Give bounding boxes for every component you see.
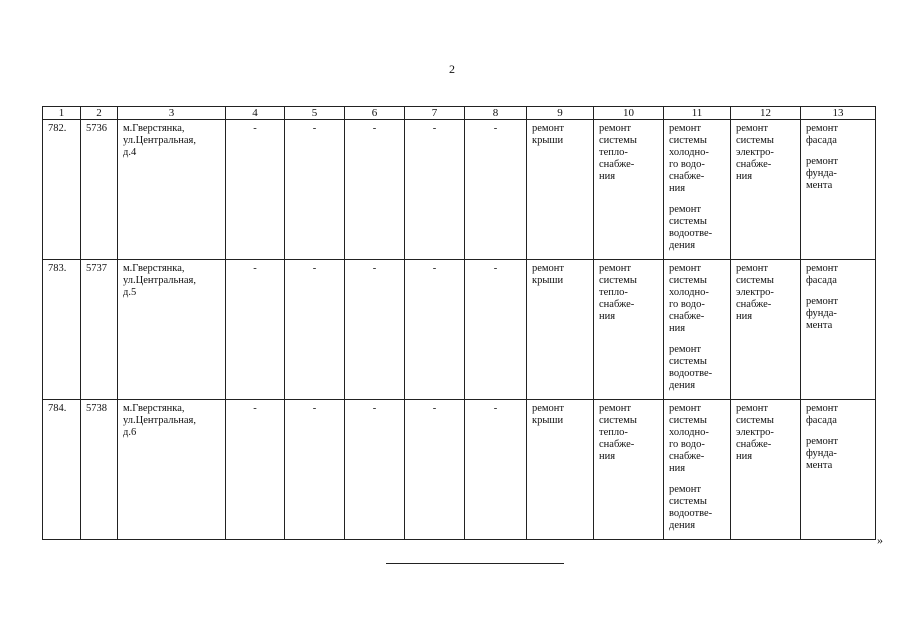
empty-cell: - <box>226 400 285 540</box>
footer-divider <box>386 563 564 564</box>
column-header: 2 <box>81 107 118 120</box>
empty-cell: - <box>465 260 527 400</box>
work-item: ремонт крыши <box>532 263 565 286</box>
row-index: 783. <box>43 260 81 400</box>
empty-cell: - <box>465 400 527 540</box>
work-heating <box>594 260 664 400</box>
work-item: ремонт крыши <box>532 123 565 146</box>
table-row <box>43 120 876 260</box>
work-item: ремонт системы холодно- го водо- снабже- ния <box>669 123 709 194</box>
work-item: ремонт фасада <box>806 403 839 426</box>
work-electric <box>731 400 801 540</box>
work-item: ремонт системы холодно- го водо- снабже- ния <box>669 403 709 474</box>
column-header: 10 <box>594 107 664 120</box>
empty-cell: - <box>285 260 345 400</box>
empty-cell: - <box>345 260 405 400</box>
work-item: ремонт фунда- мента <box>806 296 839 331</box>
work-item: ремонт системы водоотве- дения <box>669 484 713 531</box>
work-roof <box>527 400 594 540</box>
row-address: м.Гверстянка, ул.Центральная, д.6 <box>118 400 226 540</box>
empty-cell: - <box>285 400 345 540</box>
column-header: 9 <box>527 107 594 120</box>
work-item: ремонт фунда- мента <box>806 436 839 471</box>
column-header: 8 <box>465 107 527 120</box>
closing-quote: » <box>877 533 883 547</box>
header-row <box>43 107 876 120</box>
empty-cell: - <box>345 400 405 540</box>
work-water <box>664 120 731 260</box>
empty-cell: - <box>405 260 465 400</box>
work-item: ремонт крыши <box>532 403 565 426</box>
work-roof <box>527 120 594 260</box>
work-item: ремонт фунда- мента <box>806 156 839 191</box>
row-code: 5737 <box>81 260 118 400</box>
work-facade <box>801 400 876 540</box>
column-header: 6 <box>345 107 405 120</box>
column-header: 13 <box>801 107 876 120</box>
work-water <box>664 400 731 540</box>
work-item: ремонт системы электро- снабже- ния <box>736 263 774 322</box>
empty-cell: - <box>465 120 527 260</box>
empty-cell: - <box>285 120 345 260</box>
row-index: 782. <box>43 120 81 260</box>
empty-cell: - <box>226 120 285 260</box>
empty-cell: - <box>405 120 465 260</box>
empty-cell: - <box>226 260 285 400</box>
column-header: 3 <box>118 107 226 120</box>
work-water <box>664 260 731 400</box>
work-facade <box>801 120 876 260</box>
column-header: 4 <box>226 107 285 120</box>
row-code: 5736 <box>81 120 118 260</box>
column-header: 11 <box>664 107 731 120</box>
column-header: 12 <box>731 107 801 120</box>
work-item: ремонт системы тепло- снабже- ния <box>599 123 637 182</box>
row-code: 5738 <box>81 400 118 540</box>
work-facade <box>801 260 876 400</box>
work-item: ремонт фасада <box>806 263 839 286</box>
work-item: ремонт системы водоотве- дения <box>669 344 713 391</box>
table-row <box>43 400 876 540</box>
repair-table <box>42 106 876 540</box>
work-roof <box>527 260 594 400</box>
column-header: 1 <box>43 107 81 120</box>
work-item: ремонт системы электро- снабже- ния <box>736 403 774 462</box>
row-address: м.Гверстянка, ул.Центральная, д.4 <box>118 120 226 260</box>
table-body <box>43 120 876 540</box>
row-address: м.Гверстянка, ул.Центральная, д.5 <box>118 260 226 400</box>
work-heating <box>594 120 664 260</box>
column-header: 7 <box>405 107 465 120</box>
page-number: 2 <box>449 62 455 76</box>
work-item: ремонт системы водоотве- дения <box>669 204 713 251</box>
work-electric <box>731 260 801 400</box>
work-item: ремонт системы тепло- снабже- ния <box>599 263 637 322</box>
row-index: 784. <box>43 400 81 540</box>
empty-cell: - <box>405 400 465 540</box>
column-header: 5 <box>285 107 345 120</box>
work-item: ремонт системы тепло- снабже- ния <box>599 403 637 462</box>
work-item: ремонт системы холодно- го водо- снабже- ния <box>669 263 709 334</box>
empty-cell: - <box>345 120 405 260</box>
work-heating <box>594 400 664 540</box>
work-item: ремонт системы электро- снабже- ния <box>736 123 774 182</box>
work-item: ремонт фасада <box>806 123 839 146</box>
work-electric <box>731 120 801 260</box>
table-row <box>43 260 876 400</box>
